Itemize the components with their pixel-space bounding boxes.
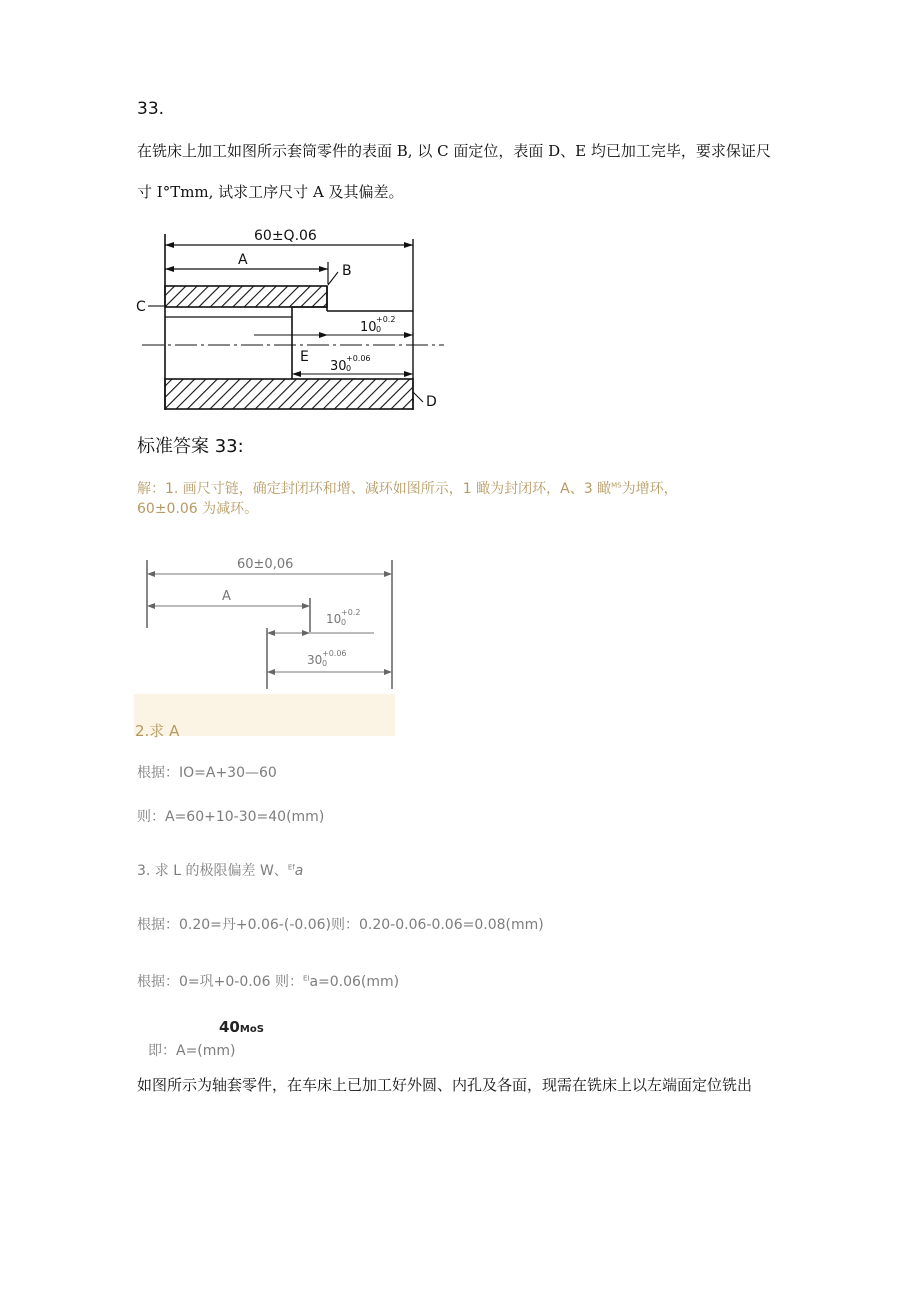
final-line: 即：A=(mm): [148, 1043, 236, 1059]
fig1-dim-10: 10: [360, 320, 377, 335]
fig2-label-a: A: [222, 589, 231, 604]
step2-basis: 根据：IO=A+30—60: [137, 765, 277, 781]
dimension-chain-diagram: [134, 552, 396, 692]
fig2-dim-10-upper: +0.2: [341, 608, 361, 617]
fig2-dim-30-upper: +0.06: [322, 649, 347, 658]
fig1-label-b: B: [342, 263, 352, 279]
solution-step1-text: 解：1. 画尺寸链，确定封闭环和增、减环如图所示，1 瞰为封闭环，A、3 瞰: [137, 481, 612, 497]
fig1-label-e: E: [300, 349, 309, 365]
next-question-text: 如图所示为轴套零件，在车床上已加工好外圆、内孔及各面，现需在铣床上以左端面定位铣出: [137, 1076, 753, 1094]
step3-title-main: 3. 求 L 的极限偏差 W、: [137, 863, 288, 879]
fig2-dim-30-lower: 0: [322, 659, 328, 668]
solution-step1-line2: 60±0.06 为减环。: [137, 501, 259, 517]
sleeve-part-drawing: [134, 224, 446, 414]
fig1-label-a: A: [238, 252, 248, 268]
fig1-dim-30-upper: +0.06: [346, 354, 371, 363]
final-value-sub: MoS: [239, 1024, 264, 1035]
step3-basis2-main: 根据：0=巩+0-0.06 则：: [137, 974, 303, 990]
fig1-label-c: C: [136, 299, 146, 315]
question-text-line2: 寸 I°Tmm, 试求工序尺寸 A 及其偏差。: [137, 183, 404, 201]
question-number: 33.: [137, 99, 165, 119]
final-value: [219, 1018, 264, 1036]
fig1-label-d: D: [426, 394, 437, 410]
step3-basis2-tail: a=0.06(mm): [309, 974, 400, 990]
step3-basis2: [137, 971, 399, 991]
fig2-dim-10-lower: 0: [341, 618, 347, 627]
solution-step1-tail: 为增环，: [621, 481, 678, 497]
fig2-dim-10: 10: [326, 612, 342, 626]
fig1-dim-10-lower: 0: [376, 325, 382, 334]
step3-basis1: 根据：0.20=丹+0.06-(-0.06)则：0.20-0.06-0.06=0.08(mm): [137, 917, 544, 933]
final-value-number: 40: [219, 1018, 240, 1036]
question-text-line1: 在铣床上加工如图所示套筒零件的表面 B, 以 C 面定位，表面 D、E 均已加工完毕，要求保证尺: [137, 142, 771, 160]
answer-heading: 标准答案 33:: [137, 436, 244, 457]
step2-banner: [134, 694, 395, 740]
fig2-overall-dim: 60±0,06: [237, 557, 294, 572]
step2-title: 2.求 A: [135, 722, 180, 740]
step3-basis2-sup: EI: [302, 974, 310, 983]
solution-step1-sup: MS: [611, 481, 622, 490]
fig2-dim-30: 30: [307, 653, 323, 667]
step3-title-sup: Ef: [287, 863, 295, 872]
step2-result: 则：A=60+10-30=40(mm): [137, 809, 325, 825]
solution-step1-line1: [137, 478, 678, 498]
fig1-dim-10-upper: +0.2: [376, 315, 396, 324]
step3-title-tail: a: [294, 863, 304, 879]
step3-title: [137, 860, 303, 880]
fig1-dim-30: 30: [330, 359, 347, 374]
fig1-overall-dim: 60±Q.06: [254, 228, 317, 244]
fig1-dim-30-lower: 0: [346, 364, 352, 373]
